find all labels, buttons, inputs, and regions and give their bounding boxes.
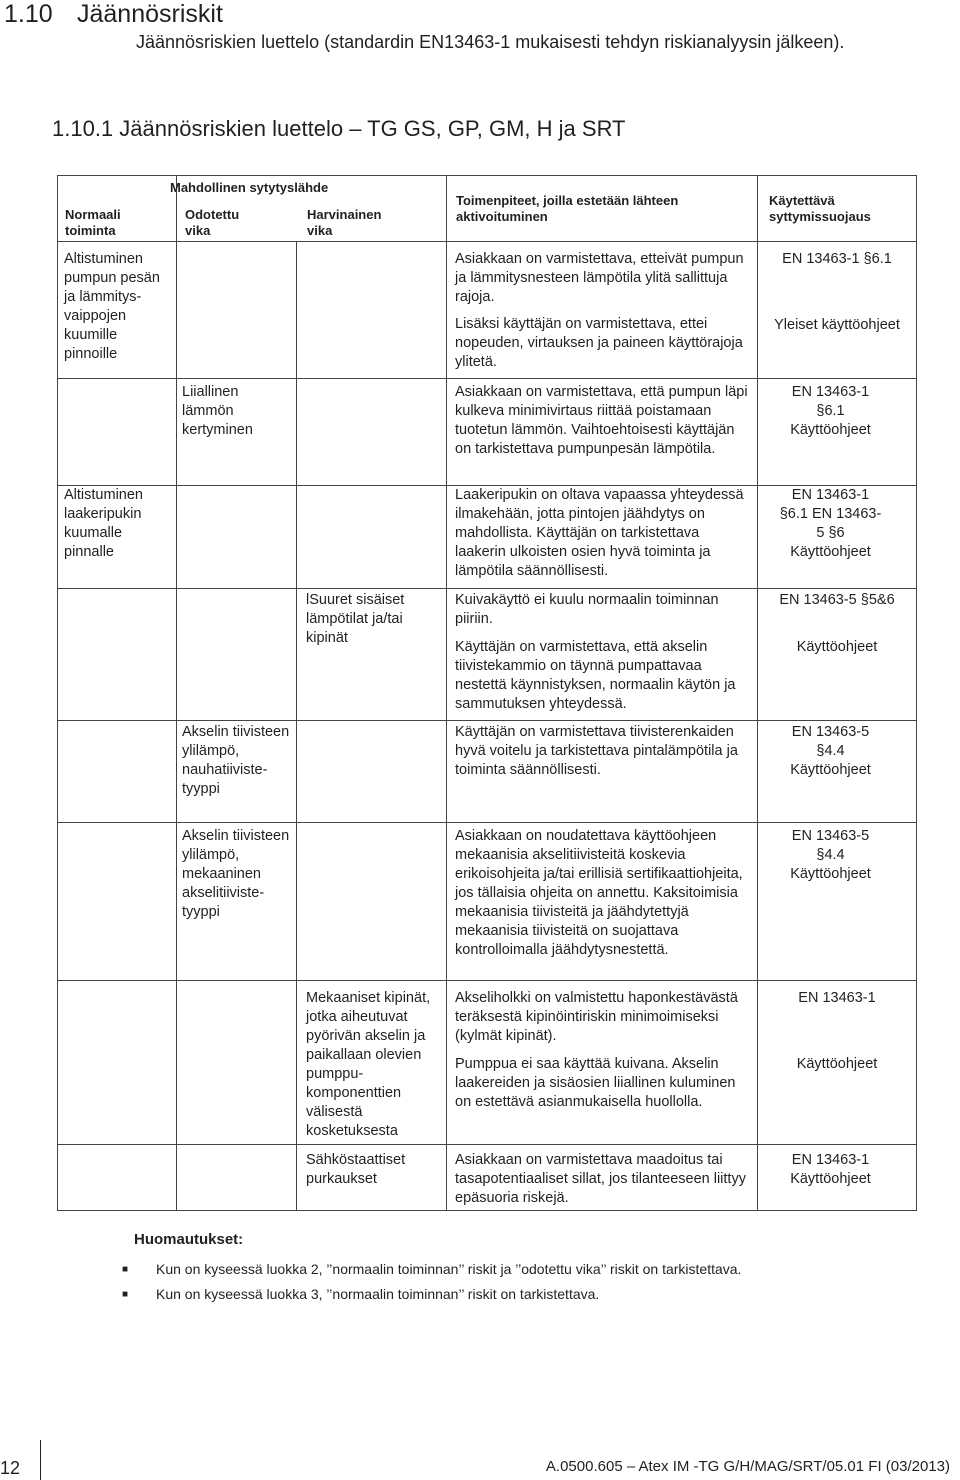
document-id: A.0500.605 – Atex IM -TG G/H/MAG/SRT/05.01 FI (03/2013)	[545, 1458, 950, 1475]
header-protection: Käytettävä syttymissuojaus	[769, 193, 871, 224]
protection-item: Yleiset käyttöohjeet	[774, 317, 900, 333]
bullet-icon: ■	[122, 1289, 129, 1300]
protection-item: Käyttöohjeet	[796, 1056, 878, 1072]
header-ignition-source: Mahdollinen sytytyslähde	[170, 180, 329, 195]
row-divider	[57, 720, 917, 721]
measure-item: Pumppua ei saa käyttää kuivana. Akselin laakereiden ja sisäosien liiallinen kuluminen on estettävä asianmukaisella huollolla.	[455, 1056, 736, 1110]
column-divider	[176, 175, 177, 1211]
measure-item: Asiakkaan on varmistettava, etteivät pumpun ja lämmitysnesteen lämpötila ylitä sallittuja rajoja.	[455, 251, 744, 305]
protection-item: EN 13463-1	[798, 990, 876, 1006]
row-divider	[57, 980, 917, 981]
bullet-icon: ■	[122, 1264, 129, 1275]
expected-cell-heat-buildup: Liiallinen lämmön kertyminen	[182, 384, 253, 438]
row-divider	[57, 822, 917, 823]
section-title: Jäännösriskit	[77, 0, 223, 28]
page-number: 12	[0, 1458, 21, 1478]
row-divider	[57, 1144, 917, 1145]
note-text: Kun on kyseessä luokka 3, ’’normaalin toiminnan’’ riskit on tarkistettava.	[156, 1286, 600, 1302]
measure-item: Kuivakäyttö ei kuulu normaalin toiminnan piiriin.	[455, 592, 719, 627]
normal-cell-pump-casing: Altistuminen pumpun pesän ja lämmitys- vaippojen kuumille pinnoille	[64, 251, 160, 362]
note-text: Kun on kyseessä luokka 2, ’’normaalin toiminnan’’ riskit ja ’’odotettu vika’’ riskit on tarkistettava.	[156, 1261, 742, 1277]
protection-item: EN 13463-1 §6.1	[782, 251, 892, 267]
header-rare-fault: Harvinainen vika	[307, 207, 382, 238]
protection-item: EN 13463-1 §6.1 Käyttöohjeet	[790, 384, 871, 438]
expected-cell-packing-seal: Akselin tiivisteen ylilämpö, nauhatiiviste- tyyppi	[182, 724, 290, 797]
section-heading	[4, 0, 223, 28]
table-border-top	[57, 175, 917, 176]
protection-item: Käyttöohjeet	[796, 639, 878, 655]
protection-item: EN 13463-5 §5&6	[779, 592, 895, 608]
measure-item: Laakeripukin on oltava vapaassa yhteydessä ilmakehään, jotta pintojen jäähdytys on mahdollista. Käyttäjän on tarkistettava laakerin ulkoisten osien hyvä toiminta ja lämpötila säännöllisesti.	[455, 487, 744, 579]
measure-item: Akseliholkki on valmistettu haponkestävästä teräksestä kipinöintiriskin minimoimiseksi (kylmät kipinät).	[455, 990, 738, 1044]
measure-item: Asiakkaan on varmistettava, että pumpun läpi kulkeva minimivirtaus riittää poistamaan tuotetun lämmön. Vaihtoehtoisesti käyttäjän on tarkistettava pumpunpesän lämpötila.	[455, 384, 748, 457]
notes-title: Huomautukset:	[134, 1231, 244, 1248]
footer-divider	[40, 1440, 41, 1480]
normal-cell-bearing-bracket: Altistuminen laakeripukin kuumalle pinnalle	[64, 487, 143, 560]
intro-text: Jäännösriskien luettelo (standardin EN13463-1 mukaisesti tehdyn riskianalyysin jälkeen).	[136, 32, 845, 52]
rare-cell-electrostatic: Sähköstaattiset purkaukset	[306, 1152, 406, 1187]
header-divider	[57, 241, 917, 242]
measure-item: Käyttäjän on varmistettava, että akselin tiivistekammio on täynnä pumpattavaa nestettä käynnistyksen, normaalin käytön ja sammutuksen yhteydessä.	[455, 639, 736, 712]
header-normal-operation: Normaali toiminta	[65, 207, 121, 238]
header-measures: Toimenpiteet, joilla estetään lähteen aktivoituminen	[456, 193, 679, 224]
note-item	[122, 1260, 741, 1279]
measure-item: Käyttäjän on varmistettava tiivisterenkaiden hyvä voitelu ja tarkistettava pintalämpötila ja toiminta säännöllisesti.	[455, 724, 738, 778]
row-divider	[57, 588, 917, 589]
table-border-right	[916, 175, 917, 1211]
subsection-heading: 1.10.1 Jäännösriskien luettelo – TG GS, GP, GM, H ja SRT	[52, 116, 626, 141]
header-expected-fault: Odotettu vika	[185, 207, 240, 238]
measure-item: Lisäksi käyttäjän on varmistettava, ettei nopeuden, virtauksen ja paineen käyttörajoja ylitetä.	[455, 316, 743, 370]
table-border-left	[57, 175, 58, 1211]
measure-item: Asiakkaan on varmistettava maadoitus tai tasapotentiaaliset sillat, jos tilanteeseen liittyy epäsuoria riskejä.	[455, 1152, 746, 1206]
rare-cell-internal-temperatures: lSuuret sisäiset lämpötilat ja/tai kipinät	[306, 592, 405, 646]
row-divider	[57, 378, 917, 379]
expected-cell-mechanical-seal: Akselin tiivisteen ylilämpö, mekaaninen akselitiiviste- tyyppi	[182, 828, 290, 920]
measure-item: Asiakkaan on noudatettava käyttöohjeen mekaanisia akselitiivisteitä koskevia erikoisohjeita ja/tai erillisiä sertifikaattiohjeita, jos tällaisia ohjeita on annettu. Kaksitoimisia mekaanisia tiivisteitä ja jäähdytettyjä mekaanisia tiivisteitä on suojattava kontrolloimalla jäähdytysnestettä.	[455, 828, 743, 958]
note-item	[122, 1285, 599, 1304]
rare-cell-mechanical-sparks: Mekaaniset kipinät, jotka aiheutuvat pyörivän akselin ja paikallaan olevien pumppu- komponenttien välisestä kosketuksesta	[306, 990, 431, 1139]
column-divider	[296, 241, 297, 1211]
section-number: 1.10	[4, 0, 53, 28]
protection-item: EN 13463-1 §6.1 EN 13463-5 §6 Käyttöohjeet	[779, 487, 882, 560]
table-border-bottom	[57, 1210, 917, 1211]
residual-risk-table	[57, 175, 917, 1211]
protection-item: EN 13463-5 §4.4 Käyttöohjeet	[790, 724, 871, 778]
column-divider	[446, 175, 447, 1211]
protection-item: EN 13463-5 §4.4 Käyttöohjeet	[790, 828, 871, 882]
protection-item: EN 13463-1 Käyttöohjeet	[790, 1152, 871, 1187]
